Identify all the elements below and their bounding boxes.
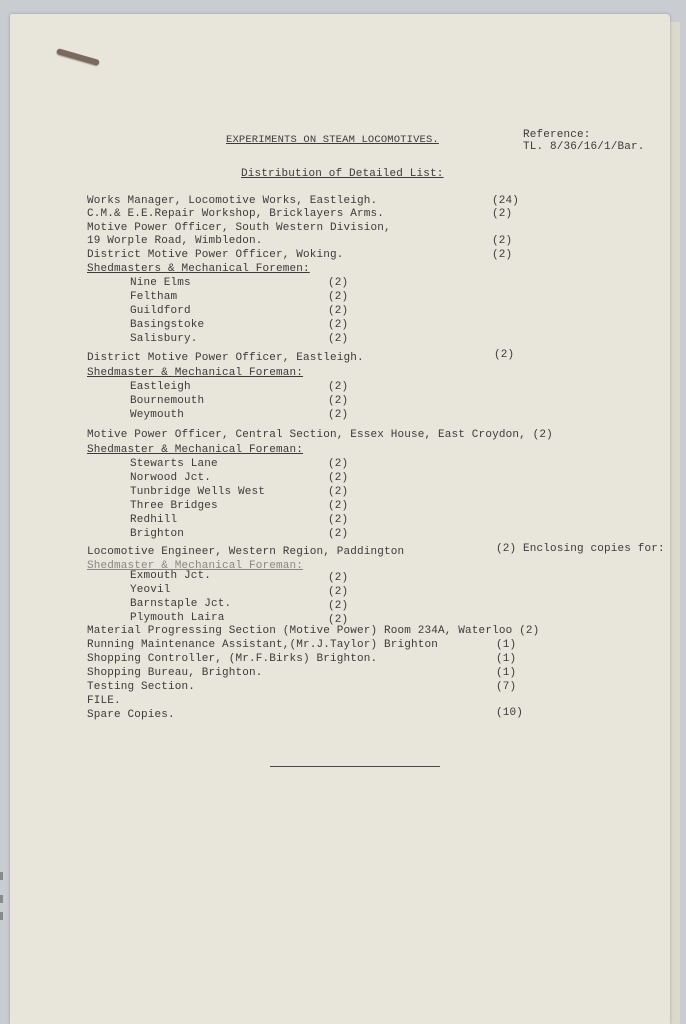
edge-mark	[0, 895, 3, 903]
copy-count: (2)	[492, 235, 513, 247]
list-item: Shopping Controller, (Mr.F.Birks) Brighton.	[87, 653, 378, 665]
copy-count: (2)	[328, 409, 349, 421]
copy-count: (2)	[328, 395, 349, 407]
copy-count: (2)	[492, 208, 513, 220]
list-item: C.M.& E.E.Repair Workshop, Bricklayers Arms.	[87, 208, 385, 220]
section-heading: Shedmaster & Mechanical Foreman:	[87, 444, 304, 456]
list-item: Shopping Bureau, Brighton.	[87, 667, 263, 679]
list-item: Testing Section.	[87, 681, 196, 693]
copy-count: (2)	[328, 458, 349, 470]
list-item: Eastleigh	[130, 381, 191, 393]
copy-count: (2)	[494, 349, 515, 361]
copy-count: (2)	[328, 486, 349, 498]
list-item: Works Manager, Locomotive Works, Eastleigh.	[87, 195, 378, 207]
list-item: Weymouth	[130, 409, 185, 421]
copy-count: (2)	[328, 586, 349, 598]
list-item: Feltham	[130, 291, 178, 303]
copy-count: (1)	[496, 639, 517, 651]
edge-mark	[0, 872, 3, 880]
list-item: Guildford	[130, 305, 191, 317]
list-item: District Motive Power Officer, Woking.	[87, 249, 344, 261]
copy-count: (2) Enclosing copies for:	[496, 543, 665, 555]
copy-count: (2)	[328, 305, 349, 317]
distribution-subtitle: Distribution of Detailed List:	[241, 168, 444, 180]
section-heading: Shedmasters & Mechanical Foremen:	[87, 263, 310, 275]
list-item: 19 Worple Road, Wimbledon.	[87, 235, 263, 247]
list-item: Motive Power Officer, South Western Division,	[87, 222, 391, 234]
copy-count: (2)	[328, 381, 349, 393]
list-item: Salisbury.	[130, 333, 198, 345]
list-item: Three Bridges	[130, 500, 218, 512]
list-item: Norwood Jct.	[130, 472, 212, 484]
copy-count: (10)	[496, 707, 524, 719]
section-heading: Shedmaster & Mechanical Foreman:	[87, 367, 304, 379]
copy-count: (24)	[492, 195, 520, 207]
list-item: District Motive Power Officer, Eastleigh.	[87, 352, 364, 364]
copy-count: (1)	[496, 653, 517, 665]
list-item: Running Maintenance Assistant,(Mr.J.Taylor) Brighton	[87, 639, 439, 651]
copy-count: (2)	[328, 572, 349, 584]
copy-count: (7)	[496, 681, 517, 693]
list-item: Motive Power Officer, Central Section, Essex House, East Croydon, (2)	[87, 429, 553, 441]
list-item: Locomotive Engineer, Western Region, Paddington	[87, 546, 405, 558]
copy-count: (2)	[328, 291, 349, 303]
reference-value: TL. 8/36/16/1/Bar.	[523, 141, 645, 153]
copy-count: (2)	[328, 614, 349, 626]
list-item: FILE.	[87, 695, 121, 707]
list-item: Nine Elms	[130, 277, 191, 289]
copy-count: (2)	[328, 500, 349, 512]
list-item: Yeovil	[130, 584, 171, 596]
list-item: Brighton	[130, 528, 185, 540]
copy-count: (2)	[328, 319, 349, 331]
reference-label: Reference:	[523, 129, 591, 141]
copy-count: (2)	[328, 600, 349, 612]
list-item: Spare Copies.	[87, 709, 175, 721]
copy-count: (2)	[328, 514, 349, 526]
list-item: Stewarts Lane	[130, 458, 218, 470]
copy-count: (2)	[328, 277, 349, 289]
copy-count: (2)	[328, 333, 349, 345]
copy-count: (1)	[496, 667, 517, 679]
list-item: Barnstaple Jct.	[130, 598, 232, 610]
list-item: Basingstoke	[130, 319, 205, 331]
list-item: Plymouth Laira	[130, 612, 225, 624]
end-rule	[270, 766, 440, 767]
copy-count: (2)	[328, 528, 349, 540]
list-item: Exmouth Jct.	[130, 570, 212, 582]
list-item: Bournemouth	[130, 395, 205, 407]
list-item: Tunbridge Wells West	[130, 486, 266, 498]
edge-mark	[0, 912, 3, 920]
document-title: EXPERIMENTS ON STEAM LOCOMOTIVES.	[226, 134, 439, 146]
copy-count: (2)	[492, 249, 513, 261]
list-item: Redhill	[130, 514, 178, 526]
copy-count: (2)	[328, 472, 349, 484]
section-heading: Shedmaster & Mechanical Foreman:	[87, 560, 304, 572]
list-item: Material Progressing Section (Motive Power) Room 234A, Waterloo (2)	[87, 625, 540, 637]
